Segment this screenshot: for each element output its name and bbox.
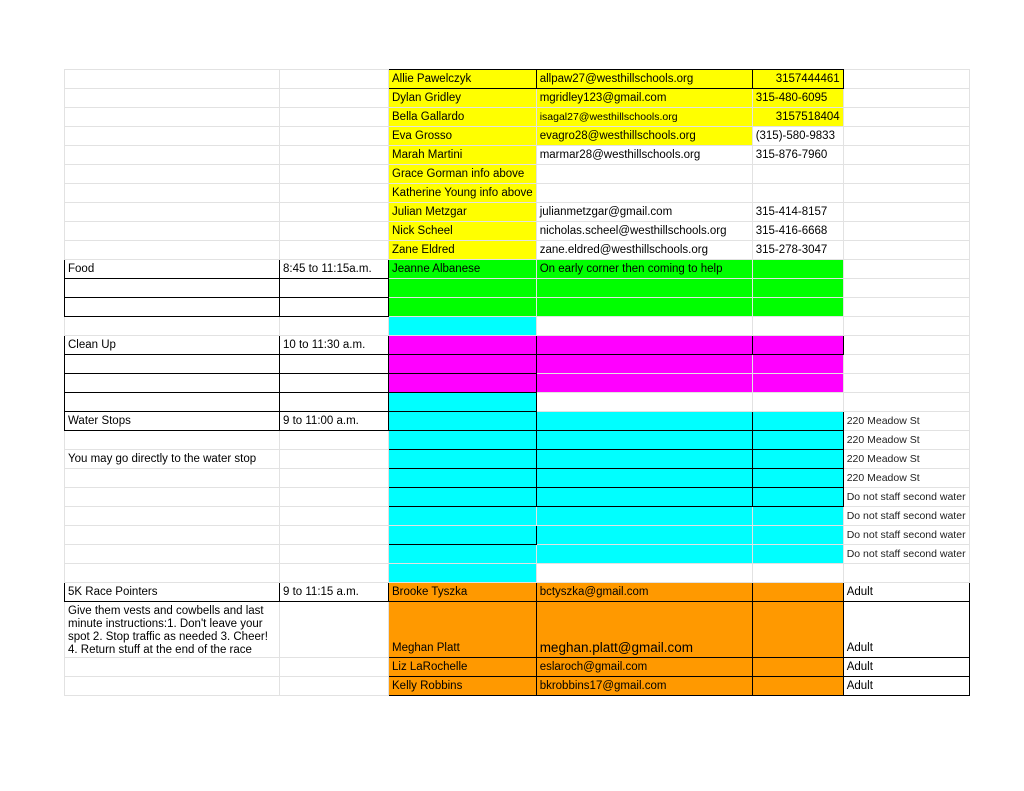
cell[interactable] [280,241,389,260]
table-row [65,412,970,431]
cell[interactable] [389,336,537,355]
cell[interactable] [843,127,969,146]
volunteer-name[interactable]: Katherine Young info above [389,184,537,203]
cell[interactable] [536,412,752,431]
cell[interactable] [65,241,280,260]
cell[interactable] [65,127,280,146]
task-time[interactable]: 10 to 11:30 a.m. [280,336,389,355]
cell[interactable] [843,108,969,127]
cell[interactable] [389,450,537,469]
volunteer-email[interactable]: allpaw27@westhillschools.org [536,70,752,89]
cell[interactable] [280,70,389,89]
volunteer-phone[interactable]: 315-416-6668 [752,222,843,241]
table-row [65,89,970,108]
volunteer-name[interactable]: Kelly Robbins [389,677,537,696]
cell[interactable] [843,89,969,108]
cell[interactable] [280,374,389,393]
table-row [65,602,970,658]
volunteer-name[interactable]: Liz LaRochelle [389,658,537,677]
cell[interactable] [536,431,752,450]
volunteer-email[interactable]: isagal27@westhillschools.org [536,108,752,127]
cell[interactable] [280,469,389,488]
cell[interactable] [280,165,389,184]
volunteer-email[interactable]: evagro28@westhillschools.org [536,127,752,146]
cell[interactable] [65,70,280,89]
cell[interactable] [536,298,752,317]
volunteer-spreadsheet [64,69,970,696]
volunteer-name[interactable]: Meghan Platt [389,602,537,658]
cell[interactable] [843,260,969,279]
cell[interactable] [65,146,280,165]
cell[interactable] [843,355,969,374]
cell[interactable] [536,393,752,412]
table-row [65,374,970,393]
cell[interactable] [843,336,969,355]
table-row [65,336,970,355]
cell[interactable] [752,298,843,317]
cell[interactable] [280,431,389,450]
table-row [65,507,970,526]
table-row [65,127,970,146]
table-row [65,222,970,241]
volunteer-phone[interactable]: 315-278-3047 [752,241,843,260]
cell[interactable] [843,393,969,412]
cell[interactable] [389,526,537,545]
table-row [65,184,970,203]
table-row [65,298,970,317]
table-row [65,108,970,127]
cell[interactable] [65,355,280,374]
volunteer-email[interactable]: nicholas.scheel@westhillschools.org [536,222,752,241]
cell[interactable] [536,450,752,469]
task-food[interactable]: Food [65,260,280,279]
cell[interactable] [389,507,537,526]
cell[interactable] [280,488,389,507]
cell[interactable] [65,203,280,222]
cell[interactable] [843,374,969,393]
volunteer-phone[interactable]: (315)-580-9833 [752,127,843,146]
cell[interactable] [65,526,280,545]
water-instruction[interactable]: You may go directly to the water stop [65,450,280,469]
cell[interactable] [65,469,280,488]
table-row [65,203,970,222]
volunteer-email[interactable]: mgridley123@gmail.com [536,89,752,108]
cell[interactable] [752,488,843,507]
table-row [65,355,970,374]
cell[interactable] [389,545,537,564]
cell[interactable] [752,526,843,545]
volunteer-phone[interactable]: 3157444461 [752,70,843,89]
cell[interactable] [280,545,389,564]
table-row [65,450,970,469]
cell[interactable] [752,184,843,203]
cell[interactable] [752,393,843,412]
cell[interactable] [65,222,280,241]
cell[interactable] [280,298,389,317]
task-water-stops[interactable]: Water Stops [65,412,280,431]
cell[interactable] [536,488,752,507]
cell[interactable] [65,488,280,507]
volunteer-note[interactable]: On early corner then coming to help [536,260,752,279]
volunteer-phone[interactable]: 315-414-8157 [752,203,843,222]
table-row [65,165,970,184]
cell[interactable] [752,374,843,393]
volunteer-phone[interactable]: 315-876-7960 [752,146,843,165]
volunteer-phone[interactable]: 315-480-6095 [752,89,843,108]
water-location[interactable]: Do not staff second water [843,526,969,545]
volunteer-email[interactable]: meghan.platt@gmail.com [536,602,752,658]
table-row [65,583,970,602]
cell[interactable] [389,564,537,583]
cell[interactable] [389,431,537,450]
cell[interactable] [280,602,389,658]
cell[interactable] [752,564,843,583]
volunteer-type[interactable]: Adult [843,677,969,696]
cell[interactable] [752,677,843,696]
volunteer-name[interactable]: Marah Martini [389,146,537,165]
cell[interactable] [65,317,280,336]
volunteer-phone[interactable]: 3157518404 [752,108,843,127]
cell[interactable] [752,260,843,279]
cell[interactable] [536,374,752,393]
cell[interactable] [280,317,389,336]
cell[interactable] [843,241,969,260]
table-row [65,241,970,260]
water-location[interactable]: Do not staff second water [843,545,969,564]
cell[interactable] [280,507,389,526]
cell[interactable] [536,336,752,355]
table-row [65,677,970,696]
water-location[interactable]: 220 Meadow St [843,412,969,431]
cell[interactable] [536,564,752,583]
cell[interactable] [536,507,752,526]
cell[interactable] [280,450,389,469]
cell[interactable] [389,488,537,507]
volunteer-name[interactable]: Zane Eldred [389,241,537,260]
cell[interactable] [752,355,843,374]
volunteer-email[interactable]: julianmetzgar@gmail.com [536,203,752,222]
cell[interactable] [280,564,389,583]
cell[interactable] [752,317,843,336]
table-row [65,279,970,298]
volunteer-name[interactable]: Nick Scheel [389,222,537,241]
table-row [65,393,970,412]
volunteer-type[interactable]: Adult [843,583,969,602]
cell[interactable] [843,222,969,241]
cell[interactable] [280,184,389,203]
water-location[interactable]: 220 Meadow St [843,431,969,450]
cell[interactable] [389,469,537,488]
cell[interactable] [280,203,389,222]
cell[interactable] [65,431,280,450]
cell[interactable] [843,317,969,336]
cell[interactable] [536,526,752,545]
cell[interactable] [65,393,280,412]
cell[interactable] [752,602,843,658]
cell[interactable] [536,545,752,564]
task-time[interactable]: 8:45 to 11:15a.m. [280,260,389,279]
cell[interactable] [389,298,537,317]
table-row [65,526,970,545]
cell[interactable] [843,298,969,317]
volunteer-name[interactable]: Grace Gorman info above [389,165,537,184]
water-location[interactable]: 220 Meadow St [843,469,969,488]
volunteer-email[interactable]: bctyszka@gmail.com [536,583,752,602]
volunteer-name[interactable]: Dylan Gridley [389,89,537,108]
cell[interactable] [752,165,843,184]
cell[interactable] [536,317,752,336]
cell[interactable] [843,279,969,298]
volunteer-type[interactable]: Adult [843,658,969,677]
table-row [65,658,970,677]
cell[interactable] [389,279,537,298]
cell[interactable] [65,658,280,677]
volunteer-type[interactable]: Adult [843,602,969,658]
task-race-pointers[interactable]: 5K Race Pointers [65,583,280,602]
table-row [65,469,970,488]
cell[interactable] [280,89,389,108]
cell[interactable] [280,222,389,241]
cell[interactable] [65,184,280,203]
cell[interactable] [280,108,389,127]
cell[interactable] [536,184,752,203]
cell[interactable] [536,355,752,374]
cell[interactable] [280,355,389,374]
table-row [65,146,970,165]
cell[interactable] [280,127,389,146]
cell[interactable] [752,583,843,602]
cell[interactable] [65,374,280,393]
table-row [65,70,970,89]
volunteer-name[interactable]: Allie Pawelczyk [389,70,537,89]
cell[interactable] [65,89,280,108]
table-row [65,488,970,507]
cell[interactable] [843,184,969,203]
cell[interactable] [280,677,389,696]
cell[interactable] [65,507,280,526]
volunteer-name[interactable]: Jeanne Albanese [389,260,537,279]
task-time[interactable]: 9 to 11:00 a.m. [280,412,389,431]
cell[interactable] [843,203,969,222]
table-row [65,317,970,336]
table-row [65,564,970,583]
cell[interactable] [389,393,537,412]
task-cleanup[interactable]: Clean Up [65,336,280,355]
volunteer-email[interactable]: zane.eldred@westhillschools.org [536,241,752,260]
volunteer-email[interactable]: marmar28@westhillschools.org [536,146,752,165]
cell[interactable] [752,336,843,355]
volunteer-email[interactable]: bkrobbins17@gmail.com [536,677,752,696]
cell[interactable] [65,165,280,184]
cell[interactable] [65,564,280,583]
volunteer-name[interactable]: Eva Grosso [389,127,537,146]
cell[interactable] [752,412,843,431]
cell[interactable] [65,545,280,564]
cell[interactable] [752,658,843,677]
cell[interactable] [389,317,537,336]
cell[interactable] [752,469,843,488]
cell[interactable] [752,545,843,564]
race-instructions[interactable]: Give them vests and cowbells and last minute instructions:1. Don't leave your spot 2. Stop traffic as needed 3. Cheer! 4. Return stuff at the end of the race [65,602,280,658]
cell[interactable] [389,355,537,374]
volunteer-name[interactable]: Brooke Tyszka [389,583,537,602]
cell[interactable] [843,70,969,89]
cell[interactable] [752,431,843,450]
table-row [65,431,970,450]
water-location[interactable]: 220 Meadow St [843,450,969,469]
table-row [65,545,970,564]
cell[interactable] [65,677,280,696]
cell[interactable] [536,469,752,488]
cell[interactable] [752,450,843,469]
cell[interactable] [389,374,537,393]
task-time[interactable]: 9 to 11:15 a.m. [280,583,389,602]
cell[interactable] [280,393,389,412]
cell[interactable] [280,658,389,677]
cell[interactable] [280,279,389,298]
cell[interactable] [280,146,389,165]
cell[interactable] [65,298,280,317]
volunteer-name[interactable]: Bella Gallardo [389,108,537,127]
cell[interactable] [65,279,280,298]
water-location[interactable]: Do not staff second water [843,507,969,526]
table-row [65,260,970,279]
cell[interactable] [843,165,969,184]
cell[interactable] [65,108,280,127]
cell[interactable] [536,165,752,184]
cell[interactable] [843,564,969,583]
cell[interactable] [843,146,969,165]
cell[interactable] [536,279,752,298]
water-location[interactable]: Do not staff second water [843,488,969,507]
cell[interactable] [752,507,843,526]
cell[interactable] [389,412,537,431]
cell[interactable] [280,526,389,545]
cell[interactable] [752,279,843,298]
volunteer-name[interactable]: Julian Metzgar [389,203,537,222]
volunteer-email[interactable]: eslaroch@gmail.com [536,658,752,677]
